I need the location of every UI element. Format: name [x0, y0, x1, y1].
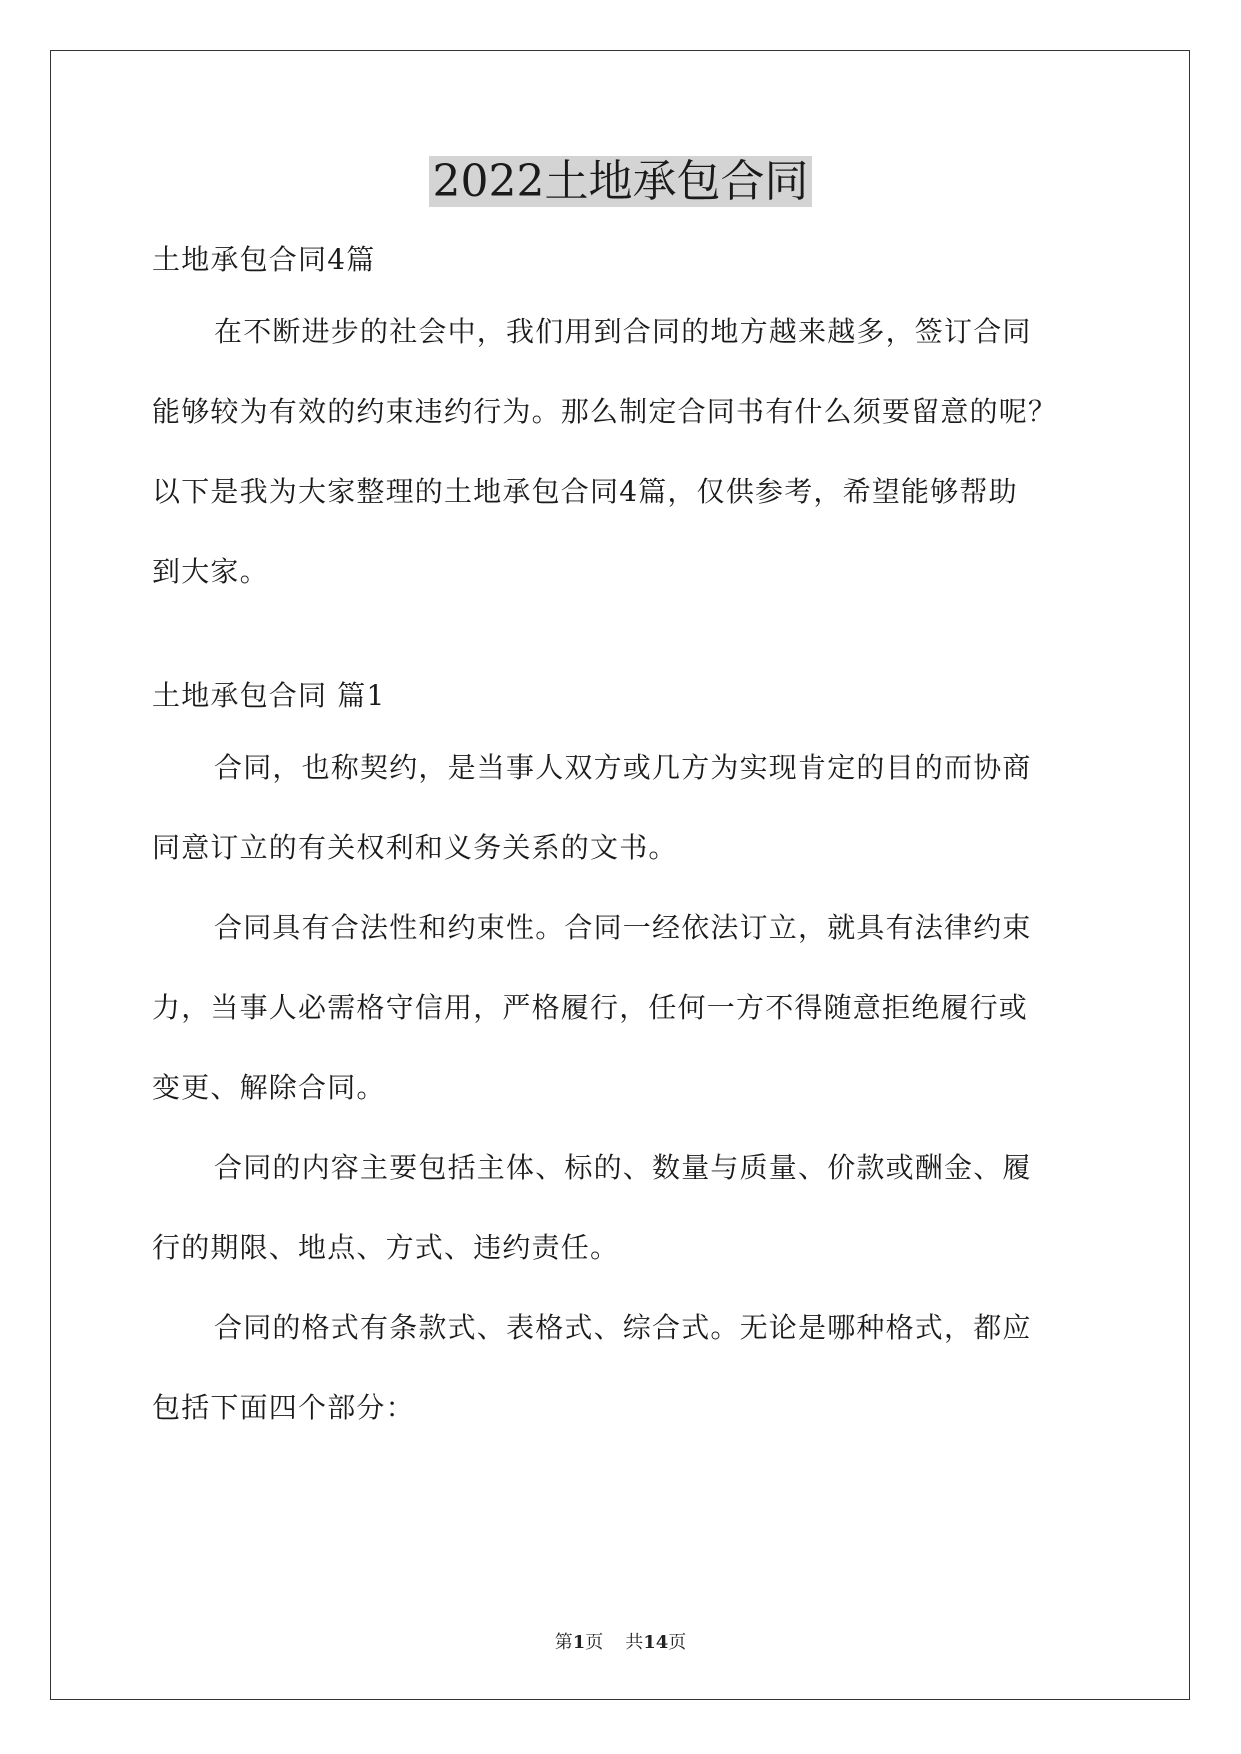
paragraph-line: 以下是我为大家整理的土地承包合同4篇，仅供参考，希望能够帮助 — [152, 475, 1018, 508]
paragraph-line: 包括下面四个部分： — [152, 1391, 415, 1424]
paragraph-line: 能够较为有效的约束违约行为。那么制定合同书有什么须要留意的呢？ — [152, 395, 1058, 428]
intro-heading: 土地承包合同4篇 — [152, 243, 376, 276]
footer-page-prefix: 第 — [554, 1632, 573, 1653]
footer-total-pages: 14 — [643, 1632, 669, 1653]
paragraph-line: 力，当事人必需格守信用，严格履行，任何一方不得随意拒绝履行或 — [152, 991, 1029, 1024]
footer-total-suffix: 页 — [668, 1632, 687, 1653]
paragraph-line: 合同，也称契约，是当事人双方或几方为实现肯定的目的而协商 — [214, 751, 1032, 784]
section1-paragraph-3 — [152, 1128, 1092, 1288]
document-title-text: 2022土地承包合同 — [429, 156, 813, 207]
paragraph-line: 合同具有合法性和约束性。合同一经依法订立，就具有法律约束 — [214, 911, 1032, 944]
paragraph-line: 到大家。 — [152, 555, 269, 588]
paragraph-line: 同意订立的有关权利和义务关系的文书。 — [152, 831, 678, 864]
section1-paragraph-1 — [152, 728, 1092, 888]
document-title — [0, 152, 1241, 212]
paragraph-line: 合同的格式有条款式、表格式、综合式。无论是哪种格式，都应 — [214, 1311, 1032, 1344]
footer-page-suffix: 页 — [585, 1632, 604, 1653]
intro-paragraph — [152, 292, 1092, 612]
section1-paragraph-2 — [152, 888, 1092, 1128]
paragraph-line: 合同的内容主要包括主体、标的、数量与质量、价款或酬金、履 — [214, 1151, 1032, 1184]
paragraph-line: 行的期限、地点、方式、违约责任。 — [152, 1231, 620, 1264]
section1-paragraph-4 — [152, 1288, 1092, 1448]
section1-heading: 土地承包合同 篇1 — [152, 679, 386, 712]
footer-total-prefix: 共 — [625, 1632, 644, 1653]
paragraph-line: 变更、解除合同。 — [152, 1071, 386, 1104]
page-footer — [0, 1630, 1241, 1656]
footer-page-number: 1 — [572, 1632, 586, 1653]
paragraph-line: 在不断进步的社会中，我们用到合同的地方越来越多，签订合同 — [214, 315, 1032, 348]
